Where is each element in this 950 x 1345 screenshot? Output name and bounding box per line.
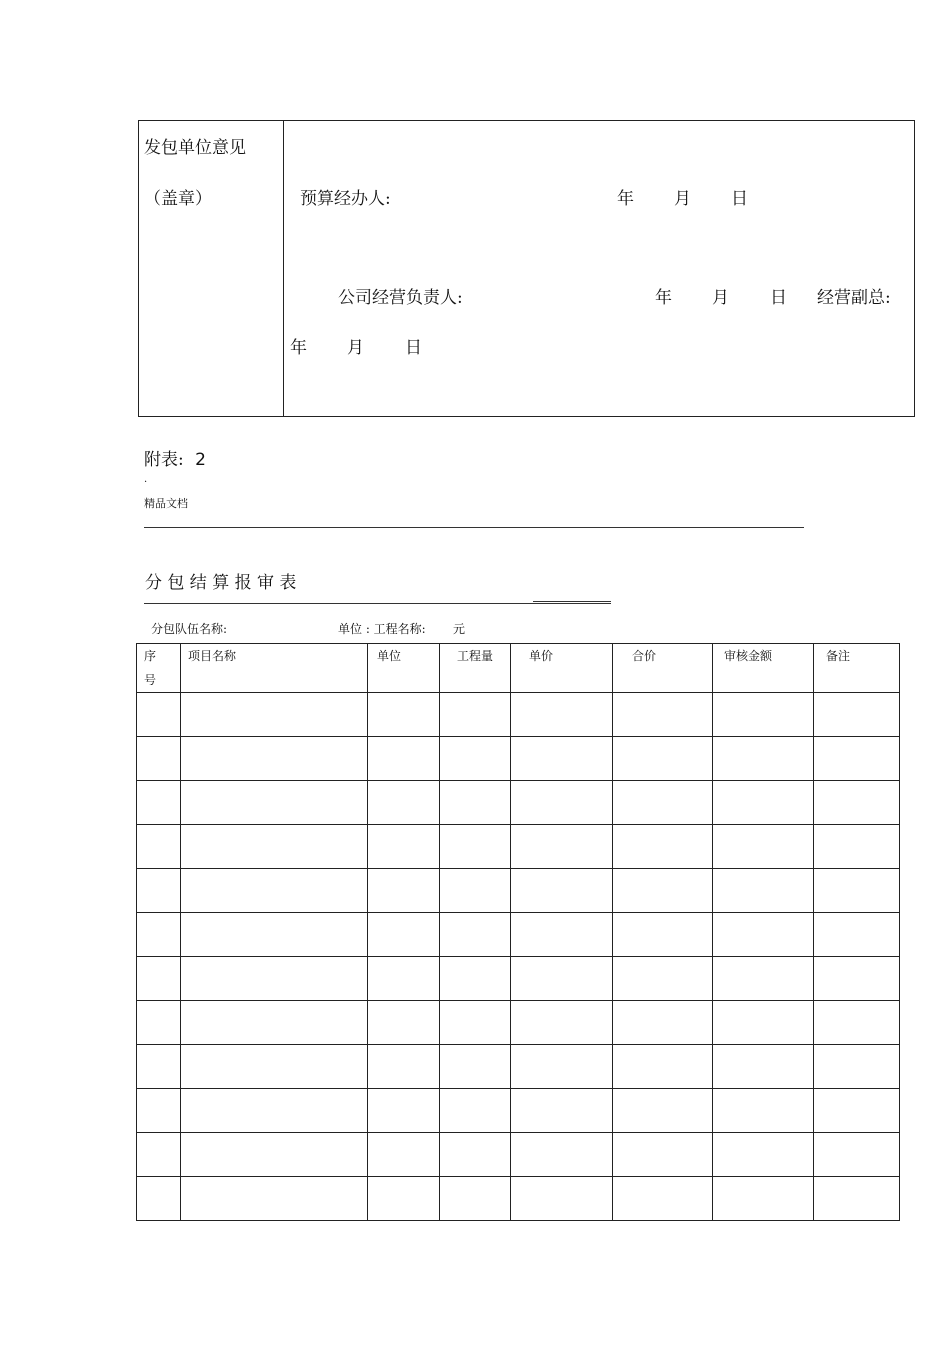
approval-seal-label: （盖章） — [144, 189, 212, 209]
table-row — [137, 1177, 900, 1221]
title-rule — [144, 603, 611, 604]
table-row — [137, 825, 900, 869]
table-cell[interactable] — [613, 1089, 713, 1133]
col-item-name: 项目名称 — [181, 644, 368, 693]
approval-box — [138, 120, 915, 417]
table-cell[interactable] — [814, 781, 900, 825]
table-cell[interactable] — [440, 781, 511, 825]
table-cell[interactable] — [713, 1089, 814, 1133]
table-cell[interactable] — [511, 913, 613, 957]
settlement-table — [136, 643, 900, 1221]
manager-year: 年 — [655, 288, 672, 308]
budget-month: 月 — [674, 189, 691, 209]
col-quantity: 工程量 — [440, 644, 511, 693]
table-cell[interactable] — [181, 913, 368, 957]
vice-month: 月 — [347, 338, 364, 358]
table-cell[interactable] — [713, 869, 814, 913]
col-remark: 备注 — [814, 644, 900, 693]
table-cell[interactable] — [713, 1001, 814, 1045]
table-cell[interactable] — [368, 1133, 440, 1177]
table-cell[interactable] — [713, 781, 814, 825]
header-note: 精品文档 — [144, 497, 188, 510]
table-cell[interactable] — [137, 1001, 181, 1045]
table-row — [137, 1001, 900, 1045]
team-name-label: 分包队伍名称: — [151, 622, 228, 636]
unit-project-label: 单位 : 工程名称: — [338, 622, 426, 636]
col-audit-amount: 审核金额 — [713, 644, 814, 693]
table-cell[interactable] — [137, 869, 181, 913]
table-cell[interactable] — [814, 869, 900, 913]
vice-day: 日 — [405, 338, 422, 358]
col-seq — [137, 644, 181, 693]
table-cell[interactable] — [181, 737, 368, 781]
table-cell[interactable] — [511, 737, 613, 781]
budget-day: 日 — [731, 189, 748, 209]
col-unit: 单位 — [368, 644, 440, 693]
table-cell[interactable] — [814, 737, 900, 781]
table-body — [137, 693, 900, 1221]
vice-manager-label: 经营副总: — [817, 288, 891, 308]
table-row — [137, 781, 900, 825]
table-cell[interactable] — [713, 913, 814, 957]
table-cell[interactable] — [181, 825, 368, 869]
table-cell[interactable] — [137, 1177, 181, 1221]
approval-left-title: 发包单位意见 — [144, 138, 246, 158]
table-row — [137, 737, 900, 781]
table-cell[interactable] — [613, 1001, 713, 1045]
table-cell[interactable] — [613, 957, 713, 1001]
table-cell[interactable] — [713, 957, 814, 1001]
table-cell[interactable] — [814, 1133, 900, 1177]
table-row — [137, 957, 900, 1001]
table-cell[interactable] — [137, 1045, 181, 1089]
col-unit-price: 单价 — [511, 644, 613, 693]
table-cell[interactable] — [368, 1001, 440, 1045]
appendix-label-text: 附表: — [144, 450, 184, 470]
table-cell[interactable] — [814, 957, 900, 1001]
table-row — [137, 1045, 900, 1089]
table-cell[interactable] — [137, 781, 181, 825]
table-cell[interactable] — [440, 693, 511, 737]
budget-year: 年 — [617, 189, 634, 209]
table-cell[interactable] — [440, 869, 511, 913]
table-cell[interactable] — [713, 1045, 814, 1089]
table-cell[interactable] — [368, 957, 440, 1001]
table-cell[interactable] — [613, 1133, 713, 1177]
table-cell[interactable] — [613, 825, 713, 869]
table-cell[interactable] — [137, 693, 181, 737]
table-cell[interactable] — [440, 1177, 511, 1221]
table-cell[interactable] — [440, 1045, 511, 1089]
table-header-row — [137, 644, 900, 693]
table-cell[interactable] — [511, 1133, 613, 1177]
company-manager-label: 公司经营负责人: — [338, 288, 463, 308]
budget-handler-label: 预算经办人: — [300, 189, 391, 209]
table-cell[interactable] — [440, 737, 511, 781]
table-cell[interactable] — [181, 1177, 368, 1221]
manager-day: 日 — [770, 288, 787, 308]
table-cell[interactable] — [613, 693, 713, 737]
table-cell[interactable] — [440, 957, 511, 1001]
table-cell[interactable] — [137, 1133, 181, 1177]
table-cell[interactable] — [181, 1089, 368, 1133]
currency-label: 元 — [453, 622, 466, 636]
table-cell[interactable] — [368, 1177, 440, 1221]
table-cell[interactable] — [440, 913, 511, 957]
table-cell[interactable] — [181, 1133, 368, 1177]
table-cell[interactable] — [181, 781, 368, 825]
table-cell[interactable] — [814, 913, 900, 957]
table-cell[interactable] — [440, 825, 511, 869]
table-cell[interactable] — [137, 825, 181, 869]
table-cell[interactable] — [368, 869, 440, 913]
header-rule — [144, 527, 804, 528]
table-cell[interactable] — [368, 737, 440, 781]
table-cell[interactable] — [181, 1045, 368, 1089]
table-cell[interactable] — [368, 913, 440, 957]
table-cell[interactable] — [613, 913, 713, 957]
table-cell[interactable] — [814, 1045, 900, 1089]
vice-year: 年 — [290, 338, 307, 358]
table-cell[interactable] — [368, 693, 440, 737]
table-cell[interactable] — [613, 737, 713, 781]
table-cell[interactable] — [440, 1133, 511, 1177]
table-cell[interactable] — [511, 693, 613, 737]
table-cell[interactable] — [713, 1133, 814, 1177]
appendix-number: 2 — [195, 450, 206, 470]
appendix-label — [144, 445, 206, 470]
table-cell[interactable] — [511, 781, 613, 825]
table-cell[interactable] — [511, 825, 613, 869]
table-cell[interactable] — [137, 1089, 181, 1133]
page-dot: . — [144, 474, 148, 485]
table-cell[interactable] — [613, 1177, 713, 1221]
table-cell[interactable] — [181, 1001, 368, 1045]
table-cell[interactable] — [814, 693, 900, 737]
table-row — [137, 693, 900, 737]
table-cell[interactable] — [511, 1045, 613, 1089]
table-cell[interactable] — [713, 693, 814, 737]
table-cell[interactable] — [814, 1177, 900, 1221]
table-cell[interactable] — [613, 869, 713, 913]
table-cell[interactable] — [181, 693, 368, 737]
table-cell[interactable] — [137, 957, 181, 1001]
col-total: 合价 — [613, 644, 713, 693]
form-title: 分 包 结 算 报 审 表 — [145, 573, 297, 593]
table-cell[interactable] — [814, 1089, 900, 1133]
table-cell[interactable] — [137, 913, 181, 957]
table-cell[interactable] — [814, 1001, 900, 1045]
table-row — [137, 1089, 900, 1133]
table-row — [137, 869, 900, 913]
table-cell[interactable] — [713, 737, 814, 781]
table-cell[interactable] — [368, 781, 440, 825]
table-cell[interactable] — [137, 737, 181, 781]
table-cell[interactable] — [613, 781, 713, 825]
table-cell[interactable] — [368, 1089, 440, 1133]
approval-divider — [283, 121, 284, 416]
table-cell[interactable] — [181, 869, 368, 913]
table-cell[interactable] — [814, 825, 900, 869]
table-cell[interactable] — [511, 869, 613, 913]
table-cell[interactable] — [511, 1001, 613, 1045]
table-cell[interactable] — [713, 825, 814, 869]
col-seq-top: 序 — [144, 649, 157, 663]
table-cell[interactable] — [440, 1001, 511, 1045]
table-cell[interactable] — [440, 1089, 511, 1133]
title-rule-accent — [533, 601, 611, 602]
table-cell[interactable] — [181, 957, 368, 1001]
table-row — [137, 913, 900, 957]
manager-month: 月 — [712, 288, 729, 308]
table-row — [137, 1133, 900, 1177]
table-cell[interactable] — [713, 1177, 814, 1221]
table-cell[interactable] — [368, 1045, 440, 1089]
table-cell[interactable] — [613, 1045, 713, 1089]
table-cell[interactable] — [511, 957, 613, 1001]
table-cell[interactable] — [368, 825, 440, 869]
table-cell[interactable] — [511, 1089, 613, 1133]
col-seq-bottom: 号 — [144, 673, 157, 687]
table-cell[interactable] — [511, 1177, 613, 1221]
